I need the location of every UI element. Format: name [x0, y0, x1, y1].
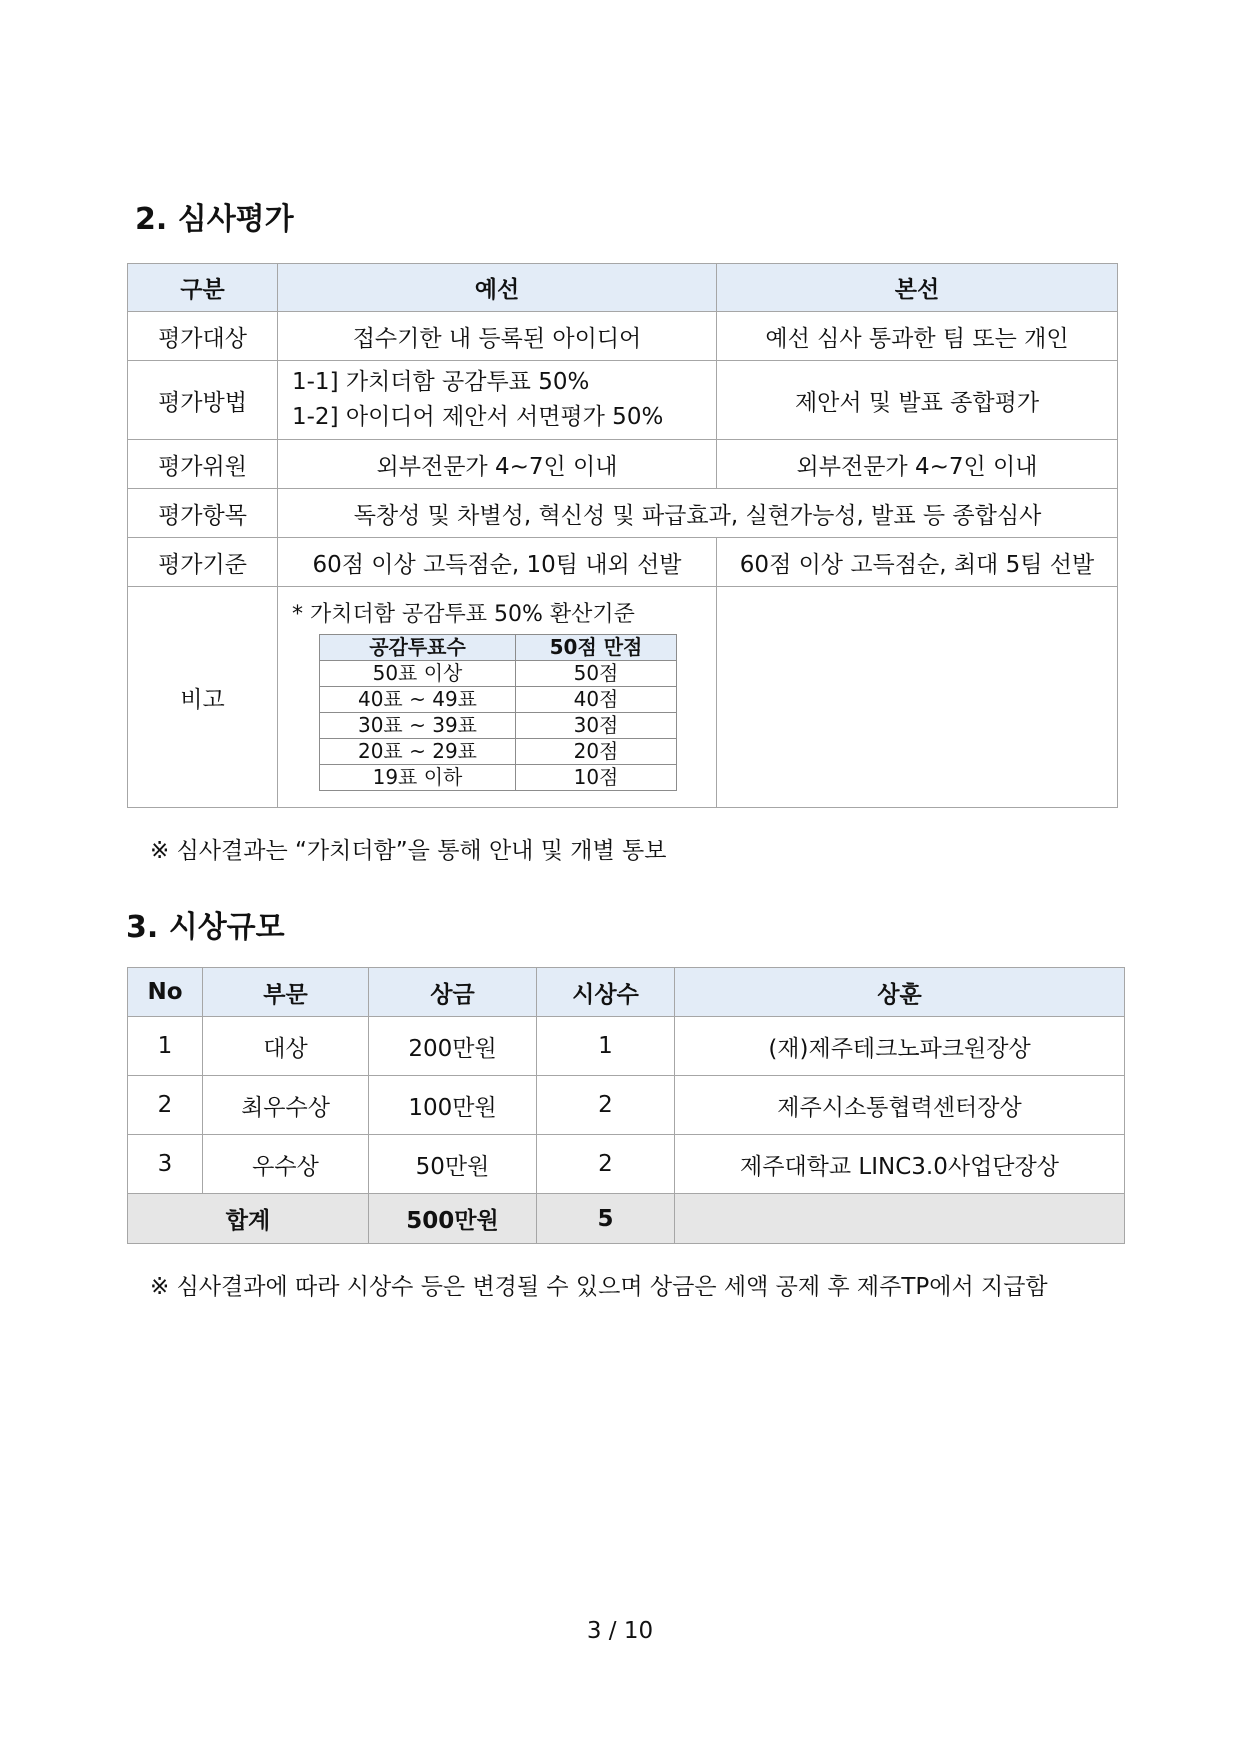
award-no: 3 — [128, 1135, 203, 1194]
conversion-note-title: * 가치더함 공감투표 50% 환산기준 — [292, 602, 635, 627]
header-prize: 상금 — [369, 968, 537, 1017]
row-label: 평가위원 — [128, 440, 278, 489]
award-count: 2 — [537, 1135, 675, 1194]
conversion-votes: 20표 ~ 29표 — [320, 739, 516, 765]
conversion-votes: 19표 이하 — [320, 765, 516, 791]
conversion-votes: 50표 이상 — [320, 661, 516, 687]
section-2-title: 2. 심사평가 — [135, 202, 294, 237]
total-prize: 500만원 — [369, 1194, 537, 1244]
award-count: 1 — [537, 1017, 675, 1076]
conversion-row — [320, 713, 677, 739]
award-honor: 제주시소통협력센터장상 — [675, 1076, 1125, 1135]
header-count: 시상수 — [537, 968, 675, 1017]
evaluation-header-row — [128, 264, 1118, 312]
row-remarks — [128, 587, 1118, 808]
conversion-header-votes: 공감투표수 — [320, 635, 516, 661]
method-line-2: 1-2] 아이디어 제안서 서면평가 50% — [292, 404, 664, 430]
conversion-score: 20점 — [516, 739, 677, 765]
final-value — [717, 587, 1118, 808]
header-preliminary: 예선 — [278, 264, 717, 312]
award-prize: 50만원 — [369, 1135, 537, 1194]
conversion-table — [319, 634, 677, 791]
award-header-row — [128, 968, 1125, 1017]
header-no: No — [128, 968, 203, 1017]
prelim-value — [278, 361, 717, 440]
row-label: 평가기준 — [128, 538, 278, 587]
row-evaluation-items — [128, 489, 1118, 538]
conversion-row — [320, 687, 677, 713]
total-count: 5 — [537, 1194, 675, 1244]
award-table — [127, 967, 1125, 1244]
total-label: 합계 — [128, 1194, 369, 1244]
conversion-row — [320, 765, 677, 791]
evaluation-footnote: ※ 심사결과는 “가치더함”을 통해 안내 및 개별 통보 — [150, 838, 667, 864]
award-honor: (재)제주테크노파크원장상 — [675, 1017, 1125, 1076]
header-category: 구분 — [128, 264, 278, 312]
conversion-header-row — [320, 635, 677, 661]
award-count: 2 — [537, 1076, 675, 1135]
conversion-row — [320, 739, 677, 765]
award-prize: 100만원 — [369, 1076, 537, 1135]
conversion-header-score: 50점 만점 — [516, 635, 677, 661]
row-evaluation-judges — [128, 440, 1118, 489]
items-value: 독창성 및 차별성, 혁신성 및 파급효과, 실현가능성, 발표 등 종합심사 — [278, 489, 1118, 538]
award-row — [128, 1135, 1125, 1194]
award-no: 1 — [128, 1017, 203, 1076]
row-label: 비고 — [128, 587, 278, 808]
final-value: 제안서 및 발표 종합평가 — [717, 361, 1118, 440]
header-final: 본선 — [717, 264, 1118, 312]
award-prize: 200만원 — [369, 1017, 537, 1076]
header-honor: 상훈 — [675, 968, 1125, 1017]
header-category: 부문 — [203, 968, 369, 1017]
row-evaluation-target — [128, 312, 1118, 361]
award-no: 2 — [128, 1076, 203, 1135]
prelim-value: 접수기한 내 등록된 아이디어 — [278, 312, 717, 361]
final-value: 외부전문가 4~7인 이내 — [717, 440, 1118, 489]
award-category: 우수상 — [203, 1135, 369, 1194]
row-evaluation-criteria — [128, 538, 1118, 587]
final-value: 60점 이상 고득점순, 최대 5팀 선발 — [717, 538, 1118, 587]
evaluation-table — [127, 263, 1118, 808]
page-number: 3 / 10 — [586, 1618, 654, 1644]
conversion-score: 50점 — [516, 661, 677, 687]
conversion-score: 30점 — [516, 713, 677, 739]
section-3-title: 3. 시상규모 — [126, 910, 285, 945]
conversion-score: 10점 — [516, 765, 677, 791]
remarks-note — [278, 587, 717, 808]
award-footnote: ※ 심사결과에 따라 시상수 등은 변경될 수 있으며 상금은 세액 공제 후 제주TP에서 지급함 — [150, 1274, 1048, 1300]
prelim-value: 60점 이상 고득점순, 10팀 내외 선발 — [278, 538, 717, 587]
conversion-votes: 40표 ~ 49표 — [320, 687, 516, 713]
award-category: 대상 — [203, 1017, 369, 1076]
row-label: 평가대상 — [128, 312, 278, 361]
award-category: 최우수상 — [203, 1076, 369, 1135]
prelim-value: 외부전문가 4~7인 이내 — [278, 440, 717, 489]
row-label: 평가방법 — [128, 361, 278, 440]
row-evaluation-method — [128, 361, 1118, 440]
award-honor: 제주대학교 LINC3.0사업단장상 — [675, 1135, 1125, 1194]
conversion-score: 40점 — [516, 687, 677, 713]
award-row — [128, 1017, 1125, 1076]
total-honor — [675, 1194, 1125, 1244]
conversion-row — [320, 661, 677, 687]
award-row — [128, 1076, 1125, 1135]
row-label: 평가항목 — [128, 489, 278, 538]
award-total-row — [128, 1194, 1125, 1244]
final-value: 예선 심사 통과한 팀 또는 개인 — [717, 312, 1118, 361]
method-line-1: 1-1] 가치더함 공감투표 50% — [292, 369, 590, 395]
conversion-votes: 30표 ~ 39표 — [320, 713, 516, 739]
